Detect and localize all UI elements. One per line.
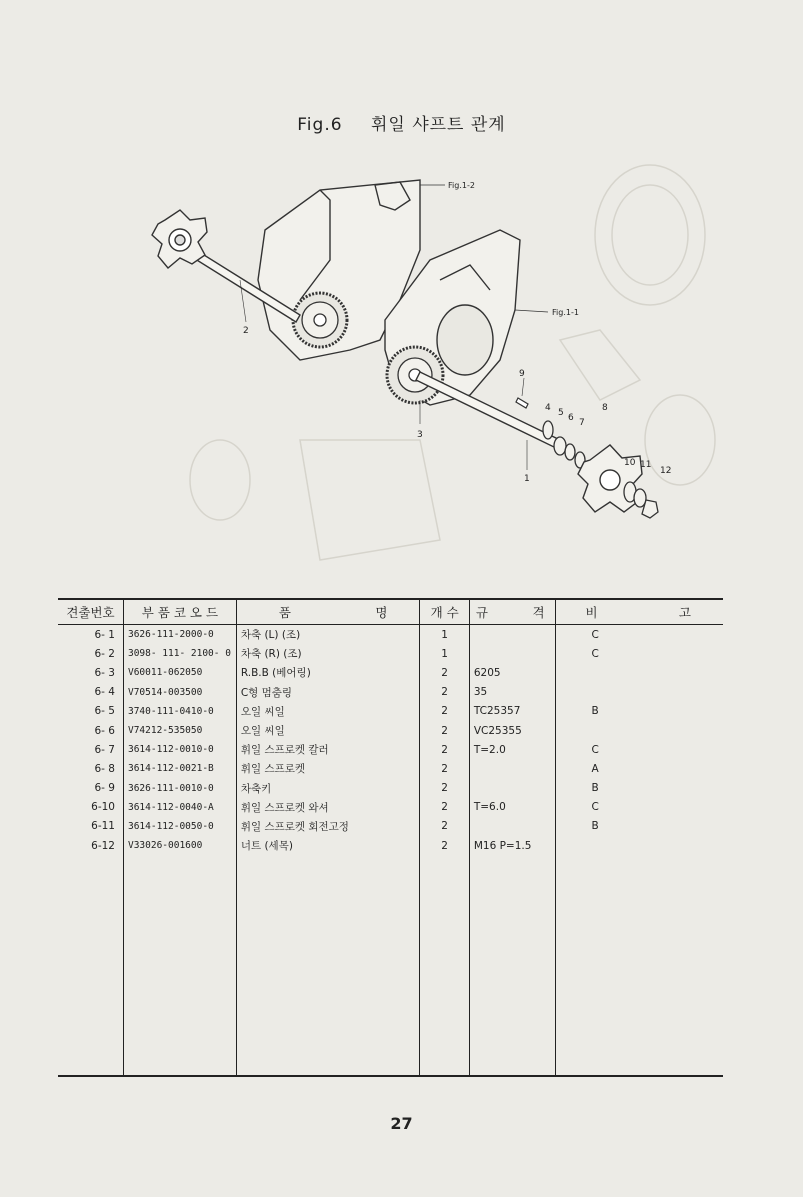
cell-qty: 2 [420, 798, 469, 817]
cell-remark [555, 836, 723, 855]
cell-spec: T=6.0 [469, 798, 555, 817]
cell-spec: TC25357 [469, 702, 555, 721]
cell-name: 휘일 스프로켓 와셔 [236, 798, 420, 817]
cell-spec: VC25355 [469, 721, 555, 740]
cell-remark [555, 663, 723, 682]
table-row [58, 702, 723, 721]
cell-code: 3098- 111- 2100- 0 [123, 644, 236, 663]
cell-code: V70514-003500 [123, 683, 236, 702]
cell-qty: 2 [420, 740, 469, 759]
table-row [58, 644, 723, 663]
cell-code: 3614-112-0010-0 [123, 740, 236, 759]
right-drive-gear [387, 347, 443, 403]
cell-spec [469, 759, 555, 778]
cell-ref: 6-12 [58, 836, 123, 855]
cell-ref: 6- 2 [58, 644, 123, 663]
header-name-right: 명 [375, 605, 388, 620]
figure-number: Fig.6 [297, 115, 343, 135]
cell-code: 3614-112-0040-A [123, 798, 236, 817]
cell-code: 3740-111-0410-0 [123, 702, 236, 721]
left-drive-gear [293, 293, 347, 347]
cell-remark: B [591, 820, 599, 833]
cell-spec [469, 817, 555, 836]
cell-name: 차축 (R) (조) [236, 644, 420, 663]
left-wheel-sprocket [152, 210, 207, 268]
cell-remark: C [591, 628, 599, 641]
cell-ref: 6- 9 [58, 779, 123, 798]
page-title [0, 110, 803, 135]
cell-ref: 6- 8 [58, 759, 123, 778]
cell-ref: 6- 3 [58, 663, 123, 682]
callout-4: 4 [545, 403, 551, 413]
cell-qty: 2 [420, 779, 469, 798]
callout-6: 6 [568, 413, 574, 423]
header-remark [555, 599, 723, 625]
right-axle [416, 372, 560, 448]
table-row [58, 740, 723, 759]
callout-3: 3 [417, 430, 423, 440]
cell-code: 3614-112-0050-0 [123, 817, 236, 836]
cell-name: C형 멈춤링 [236, 683, 420, 702]
cell-qty: 2 [420, 702, 469, 721]
cell-remark: B [591, 782, 599, 795]
cell-code: 3626-111-2000-0 [123, 625, 236, 645]
callout-2: 2 [243, 326, 249, 336]
cell-ref: 6- 6 [58, 721, 123, 740]
cell-qty: 2 [420, 759, 469, 778]
cell-ref: 6- 5 [58, 702, 123, 721]
cell-name: 너트 (세목) [236, 836, 420, 855]
cell-qty: 2 [420, 683, 469, 702]
header-remark-right: 고 [678, 605, 691, 620]
cell-remark [555, 683, 723, 702]
callout-1: 1 [524, 474, 530, 484]
cell-ref: 6- 1 [58, 625, 123, 645]
cell-name: 휘일 스프로켓 [236, 759, 420, 778]
cell-name: 휘일 스프로켓 칼러 [236, 740, 420, 759]
washer-lock-nut [624, 482, 658, 518]
header-spec-right: 격 [532, 605, 545, 620]
table-row [58, 759, 723, 778]
header-qty: 개 수 [420, 599, 469, 625]
cell-name: R.B.B (베어링) [236, 663, 420, 682]
cell-name: 오일 씨일 [236, 721, 420, 740]
table-row [58, 663, 723, 682]
axle-key [516, 398, 528, 408]
cell-remark: C [591, 743, 599, 756]
cell-code: V74212-535050 [123, 721, 236, 740]
cell-qty: 2 [420, 817, 469, 836]
table-row [58, 836, 723, 855]
parts-table [58, 598, 723, 1077]
header-spec-left: 규 [475, 605, 488, 620]
callout-9: 9 [519, 369, 525, 379]
header-ref: 견출번호 [58, 599, 123, 625]
cell-ref: 6- 4 [58, 683, 123, 702]
cell-code: V33026-001600 [123, 836, 236, 855]
cell-remark: A [591, 762, 599, 775]
header-name-left: 품 [278, 605, 291, 620]
header-name [236, 599, 420, 625]
cell-code: V60011-062050 [123, 663, 236, 682]
callout-10: 10 [624, 458, 636, 468]
callout-12: 12 [660, 466, 672, 476]
figure-title: 휘일 샤프트 관계 [370, 115, 506, 135]
cell-remark: C [591, 647, 599, 660]
callout-8: 8 [602, 403, 608, 413]
table-filler-row [58, 855, 723, 1076]
parts-table-container [58, 598, 723, 1077]
cell-spec: 35 [469, 683, 555, 702]
table-row [58, 817, 723, 836]
cell-spec: T=2.0 [469, 740, 555, 759]
cell-qty: 1 [420, 625, 469, 645]
cell-ref: 6-11 [58, 817, 123, 836]
cell-name: 휘일 스프로켓 회전고정 [236, 817, 420, 836]
table-row [58, 683, 723, 702]
cell-name: 오일 씨일 [236, 702, 420, 721]
exploded-parts-diagram [0, 140, 803, 590]
cell-ref: 6-10 [58, 798, 123, 817]
table-row [58, 625, 723, 645]
parts-table-body [58, 625, 723, 1077]
cell-spec [469, 779, 555, 798]
ref-fig-1-1: Fig.1-1 [552, 308, 579, 317]
table-header-row [58, 599, 723, 625]
table-row [58, 721, 723, 740]
table-row [58, 779, 723, 798]
cell-remark [555, 721, 723, 740]
cell-qty: 1 [420, 644, 469, 663]
cell-spec: M16 P=1.5 [469, 836, 555, 855]
cell-spec [469, 644, 555, 663]
header-spec [469, 599, 555, 625]
cell-code: 3614-112-0021-B [123, 759, 236, 778]
cell-remark: B [591, 705, 599, 718]
cell-remark: C [591, 801, 599, 814]
cell-qty: 2 [420, 663, 469, 682]
cell-qty: 2 [420, 836, 469, 855]
callout-7: 7 [579, 418, 585, 428]
cell-ref: 6- 7 [58, 740, 123, 759]
cell-name: 차축 (L) (조) [236, 625, 420, 645]
header-code: 부 품 코 오 드 [123, 599, 236, 625]
page-number: 27 [390, 1114, 413, 1133]
table-row [58, 798, 723, 817]
cell-name: 차축키 [236, 779, 420, 798]
cell-code: 3626-111-0010-0 [123, 779, 236, 798]
cell-qty: 2 [420, 721, 469, 740]
header-remark-left: 비 [585, 605, 598, 620]
cell-spec [469, 625, 555, 645]
callout-5: 5 [558, 408, 564, 418]
cell-spec: 6205 [469, 663, 555, 682]
ref-fig-1-2: Fig.1-2 [448, 181, 475, 190]
callout-11: 11 [640, 460, 652, 470]
